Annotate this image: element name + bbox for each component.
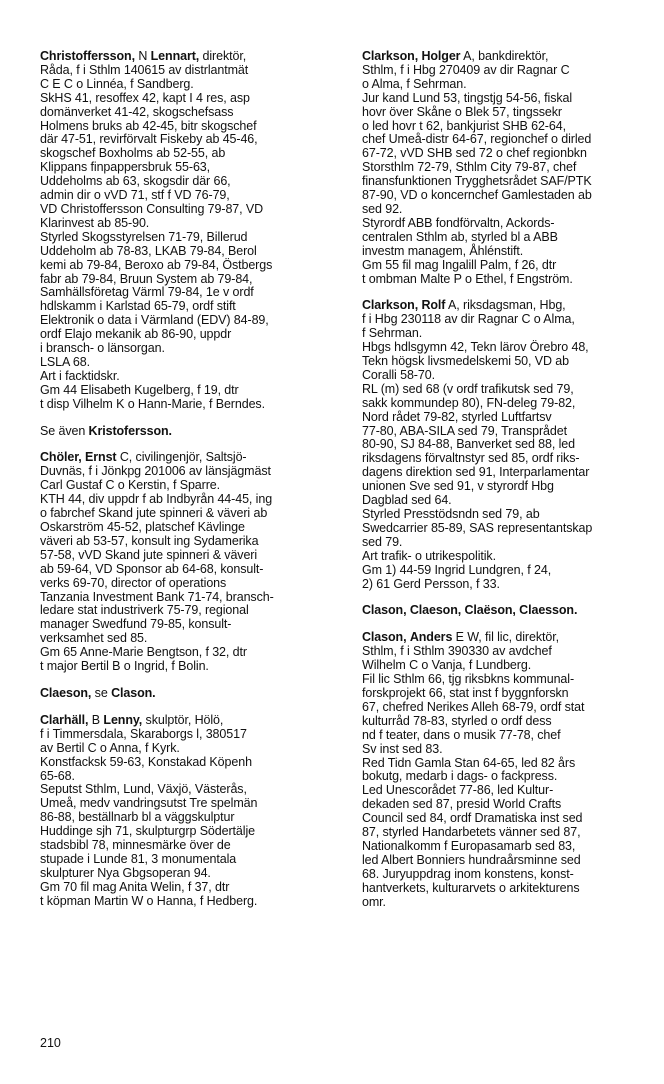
- entry-line: verksamhet sed 85.: [40, 631, 148, 646]
- entry-line: Wilhelm C o Vanja, f Lundberg.: [362, 658, 532, 673]
- entry-line: Samhällsföretag Värml 79-84, 1e v ordf: [40, 285, 254, 300]
- entry-line: Sthlm, f i Sthlm 390330 av avdchef: [362, 644, 552, 659]
- entry-line: Dagblad sed 64.: [362, 493, 452, 508]
- entry-line: Elektronik o data i Värmland (EDV) 84-89,: [40, 313, 269, 328]
- entry-clarhall-lenny: [40, 714, 340, 909]
- entry-line: Carl Gustaf C o Kerstin, f Sparre.: [40, 478, 220, 493]
- left-column: [40, 50, 340, 922]
- cross-reference-kristofersson: [40, 425, 340, 439]
- entry-line: f i Hbg 230118 av dir Ragnar C o Alma,: [362, 312, 575, 327]
- entry-line: 87, styrled Handarbetets vänner sed 87,: [362, 825, 581, 840]
- entry-line: Swedcarrier 85-89, SAS representantskap: [362, 520, 593, 535]
- entry-line: hovr över Skåne o Blek 57, tingssekr: [362, 104, 562, 119]
- entry-christoffersson-lennart: [40, 50, 340, 412]
- entry-line: 86-88, beställnarb bl a väggskulptur: [40, 810, 235, 825]
- entry-line: forskprojekt 66, stat inst f byggnforskn: [362, 685, 569, 700]
- entry-line: 2) 61 Gerd Persson, f 33.: [362, 576, 500, 591]
- entry-line: Seputst Sthlm, Lund, Växjö, Västerås,: [40, 782, 247, 797]
- entry-line: unionen Sve sed 91, v styrordf Hbg: [362, 479, 554, 494]
- family-heading-clason: [362, 604, 662, 618]
- entry-line: finansfunktionen Trygghetsrådet SAF/PTK: [362, 174, 592, 189]
- entry-line: Sv inst sed 83.: [362, 741, 443, 756]
- entry-line: o Alma, f Sehrman.: [362, 76, 467, 91]
- entry-line: Huddinge sjh 71, skulpturgrp Södertälje: [40, 824, 255, 839]
- entry-line: Fil lic Sthlm 66, tjg riksbkns kommunal-: [362, 672, 575, 687]
- entry-line: Gm 70 fil mag Anita Welin, f 37, dtr: [40, 879, 230, 894]
- entry-line: RL (m) sed 68 (v ordf trafikutsk sed 79,: [362, 381, 574, 396]
- cross-reference-line: Se även Kristofersson.: [40, 423, 172, 438]
- entry-line: Uddeholm ab 78-83, LKAB 79-84, Berol: [40, 243, 257, 258]
- entry-line: dekaden sed 87, presid World Crafts: [362, 797, 562, 812]
- entry-line: sakk kommundep 80), FN-deleg 79-82,: [362, 395, 576, 410]
- entry-line: t major Bertil B o Ingrid, f Bolin.: [40, 659, 209, 674]
- entry-heading: Clarkson, Rolf A, riksdagsman, Hbg,: [362, 298, 566, 313]
- entry-line: led Albert Bonniers hundraårsminne sed: [362, 852, 581, 867]
- entry-line: Hbgs hdlsgymn 42, Tekn lärov Örebro 48,: [362, 340, 589, 355]
- entry-line: Konstfacksk 59-63, Konstakad Köpenh: [40, 754, 252, 769]
- entry-line: skulpturer Nya Gbgsoperan 94.: [40, 865, 211, 880]
- entry-line: Styrordf ABB fondförvaltn, Ackords-: [362, 215, 555, 230]
- entry-line: o fabrchef Skand jute spinneri & väveri ab: [40, 506, 268, 521]
- entry-line: LSLA 68.: [40, 354, 90, 369]
- cross-reference-claeson: [40, 687, 340, 701]
- entry-line: där 47-51, revirförvalt Fiskeby ab 45-46,: [40, 132, 258, 147]
- entry-line: domänverket 41-42, skogschefsass: [40, 104, 234, 119]
- entry-line: t disp Vilhelm K o Hann-Marie, f Berndes.: [40, 396, 265, 411]
- entry-line: manager Swedfund 79-85, konsult-: [40, 617, 232, 632]
- entry-line: Jur kand Lund 53, tingstjg 54-56, fiskal: [362, 90, 573, 105]
- entry-clarkson-holger: [362, 50, 662, 286]
- entry-line: Umeå, medv vandringsutst Tre spelmän: [40, 796, 258, 811]
- entry-line: 57-58, vVD Skand jute spinneri & väveri: [40, 547, 258, 562]
- entry-line: bokutg, medarb i dags- o fackpress.: [362, 769, 558, 784]
- entry-line: Coralli 58-70.: [362, 367, 435, 382]
- entry-line: Art trafik- o utrikespolitik.: [362, 548, 496, 563]
- entry-line: 65-68.: [40, 768, 75, 783]
- entry-line: i bransch- o länsorgan.: [40, 341, 165, 356]
- entry-line: riksdagens förvaltnstyr sed 85, ordf riks-: [362, 451, 580, 466]
- entry-heading: Chöler, Ernst C, civilingenjör, Saltsjö-: [40, 450, 247, 465]
- entry-line: omr.: [362, 894, 386, 909]
- entry-line: Led Unescorådet 77-86, led Kultur-: [362, 783, 554, 798]
- entry-line: 87-90, VD o koncernchef Gamlestaden ab: [362, 188, 592, 203]
- entry-line: 77-80, ABA-SILA sed 79, Transprådet: [362, 423, 567, 438]
- entry-line: chef Umeå-distr 64-67, regionchef o dirled: [362, 132, 592, 147]
- entry-line: t köpman Martin W o Hanna, f Hedberg.: [40, 893, 258, 908]
- entry-line: Art i facktidskr.: [40, 368, 120, 383]
- entry-line: sed 79.: [362, 534, 403, 549]
- entry-line: stadsbibl 78, minnesmärke över de: [40, 838, 231, 853]
- entry-line: Red Tidn Gamla Stan 64-65, led 82 års: [362, 755, 576, 770]
- entry-line: Duvnäs, f i Jönkpg 201006 av länsjägmäst: [40, 464, 271, 479]
- entry-line: Styrled Skogsstyrelsen 71-79, Billerud: [40, 229, 248, 244]
- entry-line: C E C o Linnéa, f Sandberg.: [40, 76, 194, 91]
- family-heading-line: Clason, Claeson, Claëson, Claesson.: [362, 603, 578, 618]
- page-number: 210: [40, 1036, 61, 1050]
- entry-line: väveri ab 53-57, konsult ing Sydamerika: [40, 533, 259, 548]
- entry-line: admin dir o vVD 71, stf f VD 76-79,: [40, 188, 230, 203]
- entry-line: 67, chefred Nerikes Alleh 68-79, ordf stat: [362, 699, 585, 714]
- entry-line: VD Christoffersson Consulting 79-87, VD: [40, 201, 264, 216]
- entry-line: centralen Sthlm ab, styrled bl a ABB: [362, 229, 558, 244]
- entry-line: Styrled Presstödsndn sed 79, ab: [362, 507, 540, 521]
- entry-line: skogschef Boxholms ab 52-55, ab: [40, 146, 226, 161]
- entry-line: 80-90, SJ 84-88, Banverket sed 88, led: [362, 437, 576, 452]
- entry-line: Gm 55 fil mag Ingalill Palm, f 26, dtr: [362, 257, 557, 272]
- entry-line: hdlskamm i Karlstad 65-79, ordf stift: [40, 299, 236, 314]
- entry-heading: Christoffersson, N Lennart, direktör,: [40, 49, 247, 63]
- entry-line: Gm 1) 44-59 Ingrid Lundgren, f 24,: [362, 562, 552, 577]
- entry-line: Tekn högsk livsmedelskemi 50, VD ab: [362, 354, 570, 369]
- entry-line: SkHS 41, resoffex 42, kapt I 4 res, asp: [40, 90, 250, 105]
- entry-line: Oskarström 45-52, platschef Kävlinge: [40, 520, 245, 534]
- entry-line: kulturråd 78-83, styrled o ordf dess: [362, 713, 552, 728]
- entry-line: ordf Elajo mekanik ab 86-90, uppdr: [40, 327, 232, 342]
- right-column: [362, 50, 662, 922]
- entry-line: f i Timmersdala, Skaraborgs l, 380517: [40, 726, 247, 741]
- entry-line: Storsthlm 72-79, Sthlm City 79-87, chef: [362, 160, 577, 175]
- entry-clason-anders: [362, 631, 662, 909]
- entry-line: Nationalkomm f Europasamarb sed 83,: [362, 838, 576, 853]
- entry-choler-ernst: [40, 451, 340, 674]
- entry-line: stupade i Lunde 81, 3 monumentala: [40, 851, 237, 866]
- entry-line: Tanzania Investment Bank 71-74, bransch-: [40, 589, 274, 604]
- entry-line: Klarinvest ab 85-90.: [40, 215, 150, 230]
- entry-line: Gm 44 Elisabeth Kugelberg, f 19, dtr: [40, 382, 239, 397]
- entry-line: Råda, f i Sthlm 140615 av distrlantmät: [40, 62, 249, 77]
- entry-line: Klippans finpappersbruk 55-63,: [40, 160, 211, 175]
- entry-line: fabr ab 79-84, Bruun System ab 79-84,: [40, 271, 253, 286]
- entry-line: verks 69-70, director of operations: [40, 575, 227, 590]
- entry-line: ab 59-64, VD Sponsor ab 64-68, konsult-: [40, 561, 264, 576]
- entry-line: ledare stat industriverk 75-79, regional: [40, 603, 249, 618]
- entry-line: 68. Juryuppdrag inom konstens, konst-: [362, 866, 574, 881]
- entry-line: 67-72, vVD SHB sed 72 o chef regionbkn: [362, 146, 587, 161]
- entry-line: nd f teater, dans o musik 77-78, chef: [362, 727, 561, 742]
- entry-line: sed 92.: [362, 201, 403, 216]
- entry-line: Gm 65 Anne-Marie Bengtson, f 32, dtr: [40, 645, 247, 660]
- entry-line: dagens direktion sed 91, Interparlamentar: [362, 465, 590, 480]
- entry-line: Nord rådet 79-82, styrled Luftfartsv: [362, 409, 552, 424]
- entry-line: Holmens bruks ab 42-45, bitr skogschef: [40, 118, 257, 133]
- cross-reference-line: Claeson, se Clason.: [40, 685, 156, 700]
- entry-heading: Clarkson, Holger A, bankdirektör,: [362, 49, 549, 63]
- entry-clarkson-rolf: [362, 299, 662, 591]
- entry-line: kemi ab 79-84, Beroxo ab 79-84, Östbergs: [40, 257, 273, 272]
- entry-line: hantverkets, kulturarvets o arkitekturens: [362, 880, 580, 895]
- entry-line: Council sed 84, ordf Dramatiska inst sed: [362, 811, 583, 826]
- entry-heading: Clason, Anders E W, fil lic, direktör,: [362, 630, 559, 645]
- entry-line: f Sehrman.: [362, 326, 423, 341]
- entry-line: o led hovr t 62, bankjurist SHB 62-64,: [362, 118, 566, 133]
- entry-line: av Bertil C o Anna, f Kyrk.: [40, 740, 180, 755]
- entry-line: investm managem, Åhlénstift.: [362, 243, 524, 258]
- entry-line: t ombman Malte P o Ethel, f Engström.: [362, 271, 573, 286]
- entry-line: Uddeholms ab 63, skogsdir där 66,: [40, 174, 231, 189]
- entry-heading: Clarhäll, B Lenny, skulptör, Hölö,: [40, 712, 224, 727]
- entry-line: KTH 44, div uppdr f ab Indbyrån 44-45, ing: [40, 492, 273, 507]
- entry-line: Sthlm, f i Hbg 270409 av dir Ragnar C: [362, 62, 570, 77]
